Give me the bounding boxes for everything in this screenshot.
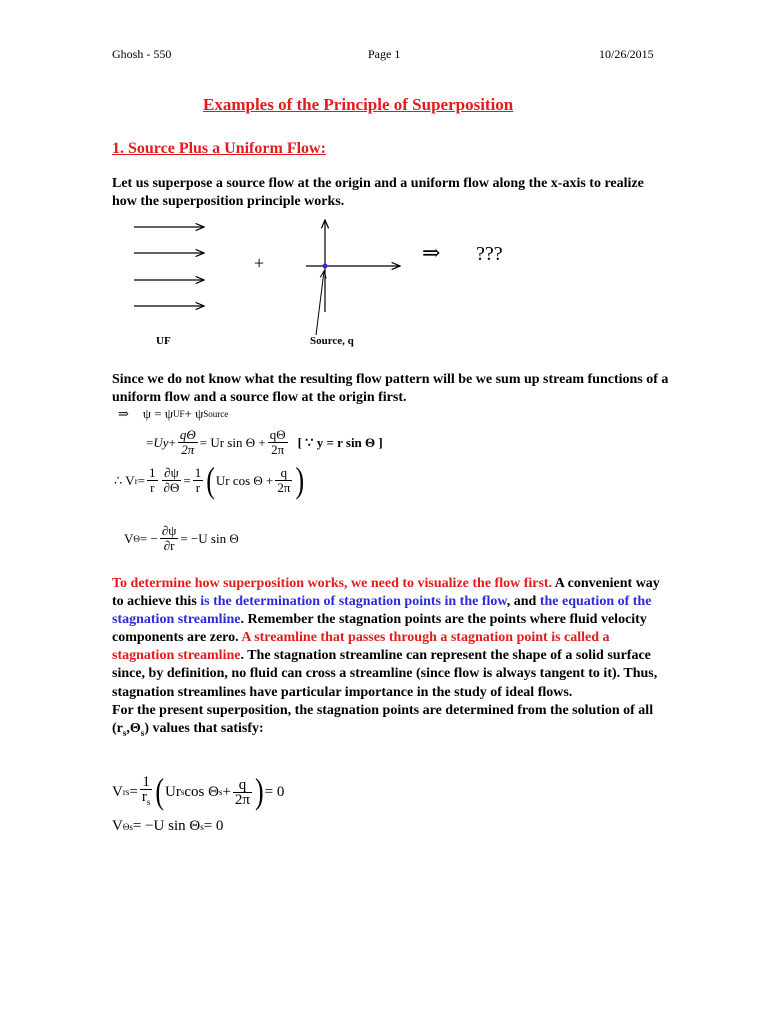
eq2-frac1: $\frac{q\Theta}{2\pi}$ <box>179 427 196 457</box>
unknown-result: ??? <box>476 243 503 265</box>
stagnation-paragraph <box>112 575 672 742</box>
eq6-lhs: V <box>112 818 123 834</box>
para3-sub1: s <box>122 727 127 738</box>
eq3-sub: r <box>134 475 138 486</box>
para3-mid: ,Θ <box>126 720 141 736</box>
para3-text2: , and <box>506 594 540 610</box>
equation-psi-sum <box>118 406 228 422</box>
section-heading: 1. Source Plus a Uniform Flow: <box>112 140 326 157</box>
eq5-frac2: $\frac{q}{2\pi}$ <box>234 776 250 808</box>
para3-blue2: the equation of the stagnation streamline <box>112 594 652 628</box>
eq4-rhs: = −U sin Θ <box>180 530 239 546</box>
eq3-frac4: $\frac{q}{2\pi}$ <box>277 465 291 495</box>
eq5-rhs: = 0 <box>264 783 285 800</box>
equation-vthetas <box>112 818 223 835</box>
eq4-frac: $\frac{\partial\psi}{\partial r}$ <box>161 523 177 553</box>
equation-vtheta <box>124 524 239 553</box>
header-page: Page 1 <box>368 47 401 61</box>
para3-text4: . The stagnation streamline can represent the shape of a solid surface since, by definition, no fluid can cross a streamline (since flow is always tangent to it). Thus, stagnation streamlines have particular importance in the study of ideal flows. <box>112 648 658 700</box>
eq5-lhs: V <box>112 783 123 800</box>
eq5-frac1: $\frac{1}{r_s}$ <box>141 774 151 807</box>
eq3-frac3: $\frac{1}{r}$ <box>194 465 202 495</box>
header-author: Ghosh - 550 <box>112 47 172 61</box>
para3-text5: For the present superposition, the stagnation points are determined from the solution of all (r <box>112 702 654 736</box>
eq4-lhs: V <box>124 530 134 546</box>
stream-function-paragraph: Since we do not know what the resulting flow pattern will be we sum up stream functions of a uniform flow and a source flow at the origin first. <box>112 372 669 405</box>
para3-red2: A streamline that passes through a stagnation point is called a stagnation streamline <box>112 630 610 664</box>
eq2-plus: + <box>168 434 176 450</box>
eq3-frac2: $\frac{\partial\psi}{\partial\Theta}$ <box>163 465 180 495</box>
eq1-sub-uf: UF <box>173 409 185 419</box>
eq3-eq2: = <box>183 472 191 488</box>
para3-end: ) values that satisfy: <box>144 720 264 736</box>
eq3-lhs: ∴ V <box>114 472 135 488</box>
plus-sign: + <box>254 253 265 273</box>
eq2-note: [ ∵ y = r sin Θ ] <box>297 434 383 450</box>
eq2-eq: = <box>146 434 154 450</box>
eq5-sub: rs <box>122 787 130 797</box>
eq6-sub2: s <box>200 821 204 832</box>
source-point <box>323 264 328 269</box>
eq6-eq: = −U sin Θ <box>132 818 201 834</box>
eq2-mid: = Ur sin Θ + <box>199 434 266 450</box>
equation-vrs: V rs = $\frac{1}{r_s}$ ( Ur s cos Θ s + $\frac{q}{2\pi}$ ) = 0 <box>112 771 285 812</box>
intro-paragraph: Let us superpose a source flow at the origin and a uniform flow along the x-axis to realize how the superposition principle works. <box>112 176 644 209</box>
implies-symbol: ⇒ <box>422 240 441 265</box>
source-label: Source, q <box>310 335 354 347</box>
para3-sub2: s <box>140 727 145 738</box>
eq1-sub-source: Source <box>203 409 229 419</box>
eq6-rhs: = 0 <box>203 818 224 834</box>
eq6-sub: Θs <box>122 821 133 832</box>
page-title: Examples of the Principle of Superposition <box>203 95 514 114</box>
eq1-implies: ⇒ <box>118 406 129 421</box>
eq3-inner: Ur cos Θ + <box>215 472 274 488</box>
para3-text3: . Remember the stagnation points are the points where fluid velocity components are zero. <box>112 612 647 646</box>
eq1-plus: + ψ <box>184 406 204 421</box>
eq5-inner: Ur <box>165 783 181 800</box>
eq2-frac2: $\frac{q\Theta}{2\pi}$ <box>269 427 286 457</box>
eq2-uy: Uy <box>153 434 169 450</box>
para3-text1: A convenient way to achieve this <box>112 576 660 610</box>
eq5-eq: = <box>129 783 138 800</box>
eq4-eq: = − <box>139 530 158 546</box>
eq3-eq: = <box>137 472 146 488</box>
eq4-sub: Θ <box>133 533 140 544</box>
para3-red1: To determine how superposition works, we need to visualize the flow first. <box>112 576 553 591</box>
equation-psi-expanded <box>146 428 383 457</box>
uniform-flow-arrows <box>134 227 204 306</box>
equation-vr: ∴ V r = $\frac{1}{r}$ $\frac{\partial\psi}{\partial\Theta}$ = $\frac{1}{r}$ ( Ur cos Θ + $\frac{q}{2\pi}$ ) <box>114 459 305 501</box>
source-axes <box>306 220 400 335</box>
eq1-lhs: ψ = ψ <box>142 406 174 421</box>
para3-blue1: is the determination of stagnation points in the flow <box>200 594 507 610</box>
uf-label: UF <box>156 335 171 347</box>
header-date: 10/26/2015 <box>599 47 654 61</box>
eq3-frac1: $\frac{1}{r}$ <box>149 465 156 495</box>
